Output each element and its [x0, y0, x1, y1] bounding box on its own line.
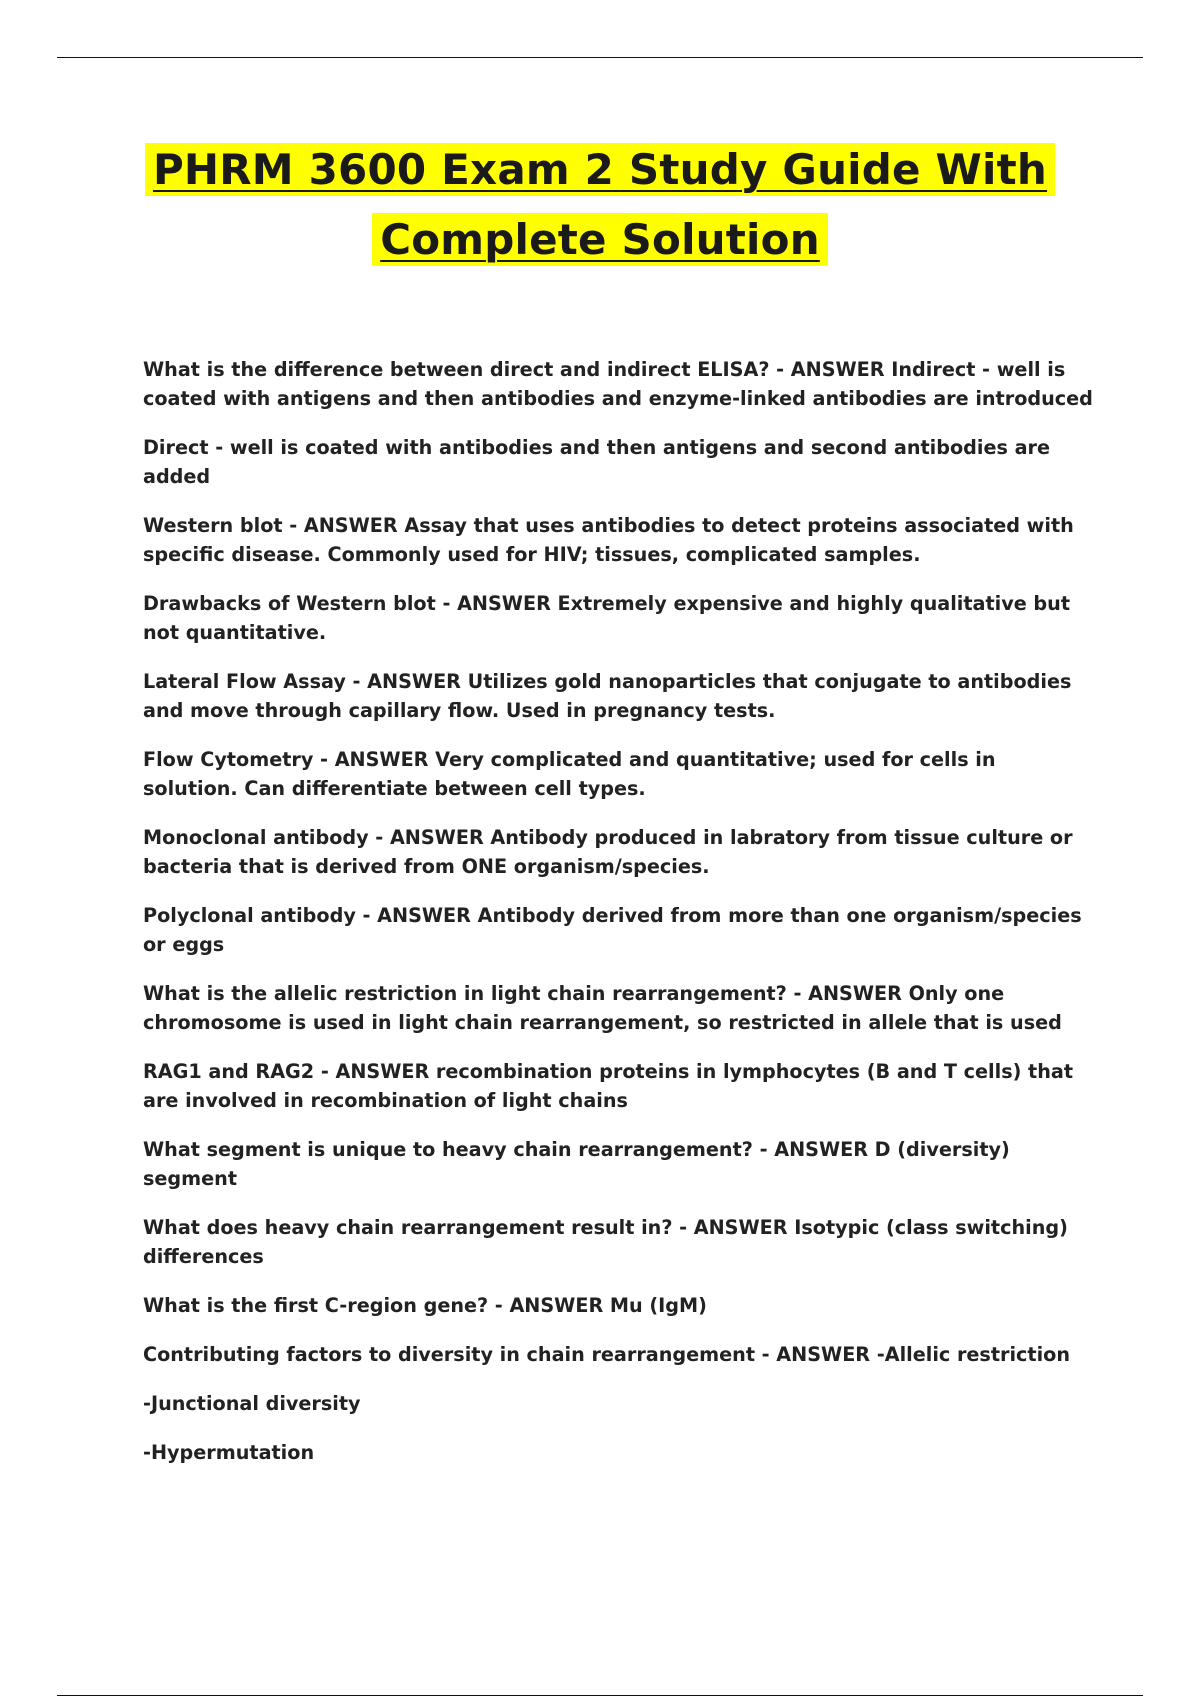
qa-entry: -Hypermutation	[143, 1441, 315, 1464]
qa-entry: What is the difference between direct and indirect ELISA? - ANSWER Indirect - well is coated with antigens and then antibodies and enzyme-linked antibodies are introduced	[143, 358, 1093, 410]
qa-entry: Flow Cytometry - ANSWER Very complicated and quantitative; used for cells in solution. Can differentiate between cell types.	[143, 748, 996, 800]
qa-entry: Western blot - ANSWER Assay that uses antibodies to detect proteins associated with specific disease. Commonly used for HIV; tissues, complicated samples.	[143, 514, 1074, 566]
qa-entry: What is the allelic restriction in light chain rearrangement? - ANSWER Only one chromosome is used in light chain rearrangement, so restricted in allele that is used	[143, 982, 1062, 1034]
document-title	[0, 140, 1200, 280]
title-highlight-1: PHRM 3600 Exam 2 Study Guide With	[145, 143, 1055, 196]
qa-entry: Monoclonal antibody - ANSWER Antibody produced in labratory from tissue culture or bacteria that is derived from ONE organism/species.	[143, 826, 1073, 878]
title-line-1	[0, 140, 1200, 200]
qa-entry: What is the first C-region gene? - ANSWER Mu (IgM)	[143, 1294, 707, 1317]
qa-entry: Lateral Flow Assay - ANSWER Utilizes gold nanoparticles that conjugate to antibodies and move through capillary flow. Used in pregnancy tests.	[143, 670, 1072, 722]
qa-entry: Drawbacks of Western blot - ANSWER Extremely expensive and highly qualitative but not quantitative.	[143, 592, 1070, 644]
title-highlight-2: Complete Solution	[372, 213, 828, 266]
footer-rule	[57, 1695, 1143, 1696]
qa-entry: What does heavy chain rearrangement result in? - ANSWER Isotypic (class switching) differences	[143, 1216, 1068, 1268]
qa-entry: Polyclonal antibody - ANSWER Antibody derived from more than one organism/species or eggs	[143, 904, 1082, 956]
qa-entry: Direct - well is coated with antibodies and then antigens and second antibodies are added	[143, 436, 1051, 488]
qa-entry: -Junctional diversity	[143, 1392, 361, 1415]
header-rule	[57, 57, 1143, 58]
qa-entry: Contributing factors to diversity in chain rearrangement - ANSWER -Allelic restriction	[143, 1343, 1071, 1366]
qa-entry: RAG1 and RAG2 - ANSWER recombination proteins in lymphocytes (B and T cells) that are involved in recombination of light chains	[143, 1060, 1074, 1112]
qa-entry: What segment is unique to heavy chain rearrangement? - ANSWER D (diversity) segment	[143, 1138, 1010, 1190]
title-line-2	[0, 210, 1200, 270]
qa-list	[143, 355, 1093, 1487]
